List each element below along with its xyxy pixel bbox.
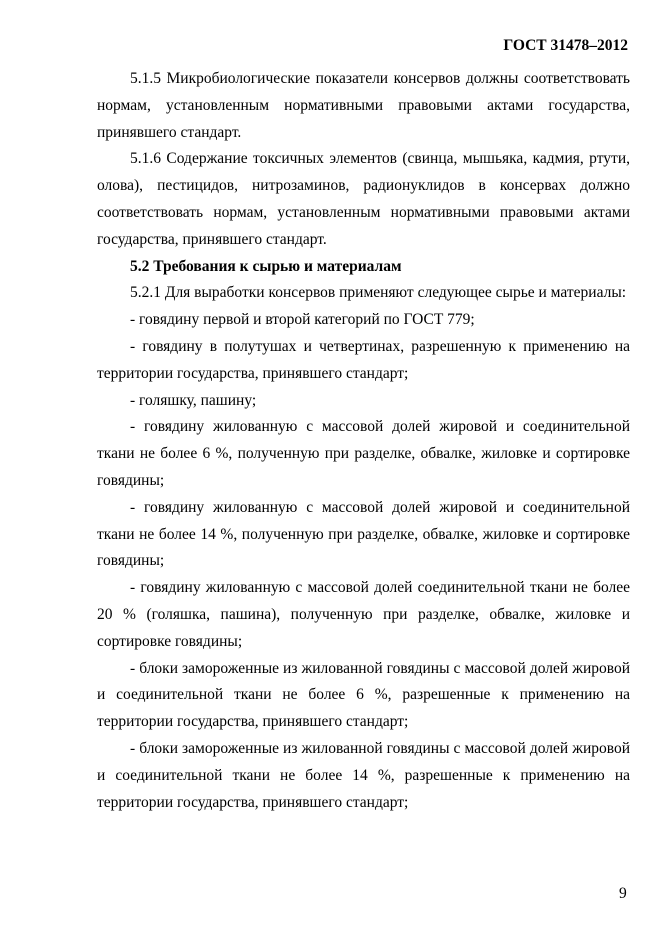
list-item: - говядину первой и второй категорий по ГОСТ 779; [130, 311, 475, 329]
document-body [97, 66, 630, 816]
list-item: - говядину жилованную с массовой долей жировой и соединительной ткани не более 14 %, полученную при разделке, обвалке, жиловке и сортировке говядины; [97, 498, 630, 570]
list-item: - говядину жилованную с массовой долей жировой и соединительной ткани не более 6 %, полученную при разделке, обвалке, жиловке и сортировке говядины; [97, 418, 630, 489]
section-heading-5-2: 5.2 Требования к сырью и материалам [130, 257, 402, 275]
paragraph-5-1-6: 5.1.6 Содержание токсичных элементов (свинца, мышьяка, кадмия, ртути, олова), пестицидов, нитрозаминов, радионуклидов в консервах должно соответствовать нормам, установленным нормативными правовыми актами государства, принявшего стандарт. [97, 150, 630, 248]
document-code-header: ГОСТ 31478–2012 [503, 37, 628, 54]
list-item: - блоки замороженные из жилованной говядины с массовой долей жировой и соединительной ткани не более 14 %, разрешенные к применению на территории государства, принявшего стандарт; [97, 739, 630, 811]
list-item: - говядину жилованную с массовой долей соединительной ткани не более 20 % (голяшка, пашина), полученную при разделке, обвалке, жиловке и сортировке говядины; [97, 579, 630, 650]
page-number: 9 [619, 885, 627, 902]
list-item: - говядину в полутушах и четвертинах, разрешенную к применению на территории государства, принявшего стандарт; [97, 337, 630, 382]
paragraph-5-1-5: 5.1.5 Микробиологические показатели консервов должны соответствовать нормам, установленным нормативными правовыми актами государства, принявшего стандарт. [97, 70, 630, 141]
list-item: - голяшку, пашину; [130, 391, 257, 409]
paragraph-5-2-1: 5.2.1 Для выработки консервов применяют следующее сырье и материалы: [130, 284, 627, 302]
list-item: - блоки замороженные из жилованной говядины с массовой долей жировой и соединительной ткани не более 6 %, разрешенные к применению на территории государства, принявшего стандарт; [97, 659, 630, 731]
